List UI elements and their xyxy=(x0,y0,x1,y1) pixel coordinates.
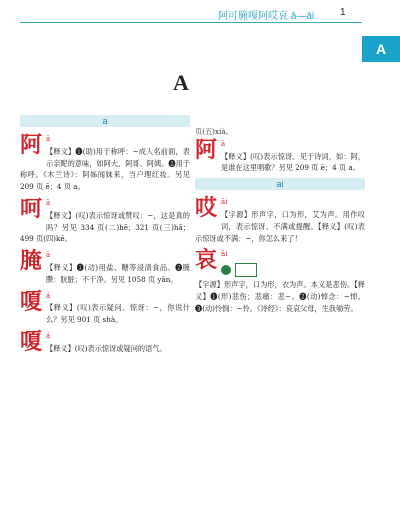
structure-icon xyxy=(221,265,231,275)
entry xyxy=(195,138,365,174)
pinyin: ā xyxy=(46,251,51,260)
headword: 嗄 xyxy=(20,289,43,315)
headword: 腌 xyxy=(20,249,43,275)
entry xyxy=(195,196,365,244)
entry xyxy=(20,290,190,326)
pinyin: ā xyxy=(46,198,51,207)
headword: 哎 xyxy=(195,196,218,222)
headword: 哀 xyxy=(195,248,218,274)
entry xyxy=(20,249,190,285)
pinyin: āi xyxy=(221,198,228,207)
character-structure-row xyxy=(221,263,365,277)
entry xyxy=(20,133,190,193)
pinyin: ā xyxy=(221,139,226,148)
right-column xyxy=(195,126,365,319)
header-title: 阿可腌嘎阿哎哀 ā—āi xyxy=(218,11,315,22)
entry-text: 【释义】(叹)表示惊讶。见于诗词，如：阿，是谁在这里唱歌？另见 209 页 ē；4 页 a。 xyxy=(221,151,365,173)
running-header xyxy=(0,0,400,28)
continuation-note: 页(五)xià。 xyxy=(195,127,233,136)
entry-text: 【字源】形声字，口为形，衣为声。本义是悲伤。【释义】❶(形)悲伤；悲痛：悲~。❷(动)悼念：~悼。❸(动)怜悯：~怜。《诗经》：哀哀父母，生我劬劳。 xyxy=(195,280,365,313)
entry-text: 【释义】❶(动)用盐、糖等浸渍食品。❷腌臜：肮脏；不干净。另见 1058 页 yān。 xyxy=(46,262,190,284)
entry-text: 【释义】(叹)表示惊讶或赞叹：~，这是真的吗？另见 334 页(二)hē；321 页(三)hā；499 页(四)kē。 xyxy=(20,210,190,244)
pinyin: á xyxy=(46,291,51,300)
pinyin-section-ai: ai xyxy=(195,178,365,190)
pinyin: ā xyxy=(46,135,51,143)
headword: 嗄 xyxy=(20,329,43,355)
header-rule xyxy=(20,22,362,23)
letter-heading: A xyxy=(173,70,189,95)
stroke-order-box xyxy=(235,263,257,277)
pinyin: āi xyxy=(221,250,228,259)
entry-text: 【释义】(叹)表示疑问、惊讶：~，你说什么？另见 901 页 shà。 xyxy=(46,303,190,325)
pinyin: á xyxy=(46,331,51,340)
entry xyxy=(195,248,365,314)
headword: 阿 xyxy=(20,133,43,158)
entry-text: 【字源】形声字，口为形，艾为声。用作叹词，表示惊讶、不满或提醒。【释义】(叹)表示惊讶或不满：~，你怎么来了！ xyxy=(195,209,365,243)
page-number: 1 xyxy=(340,7,346,18)
entry-text: 【释义】❶(助)用于称呼：~成人名前面，表示亲昵的意味，如阿大、阿哥、阿姨。❷用于称呼。《木兰诗》：阿姊闻妹来，当户理红妆。另见 209 页 ē；4 页 a。 xyxy=(20,146,190,192)
headword: 呵 xyxy=(20,196,43,222)
left-column xyxy=(20,112,190,359)
entry xyxy=(20,330,190,355)
pinyin-section-a: a xyxy=(20,115,190,127)
letter-tab[interactable]: A xyxy=(362,36,400,62)
entry-text: 【释义】(叹)表示惊讶或疑问的语气。 xyxy=(46,343,167,353)
entry xyxy=(20,197,190,245)
headword: 阿 xyxy=(195,137,218,163)
